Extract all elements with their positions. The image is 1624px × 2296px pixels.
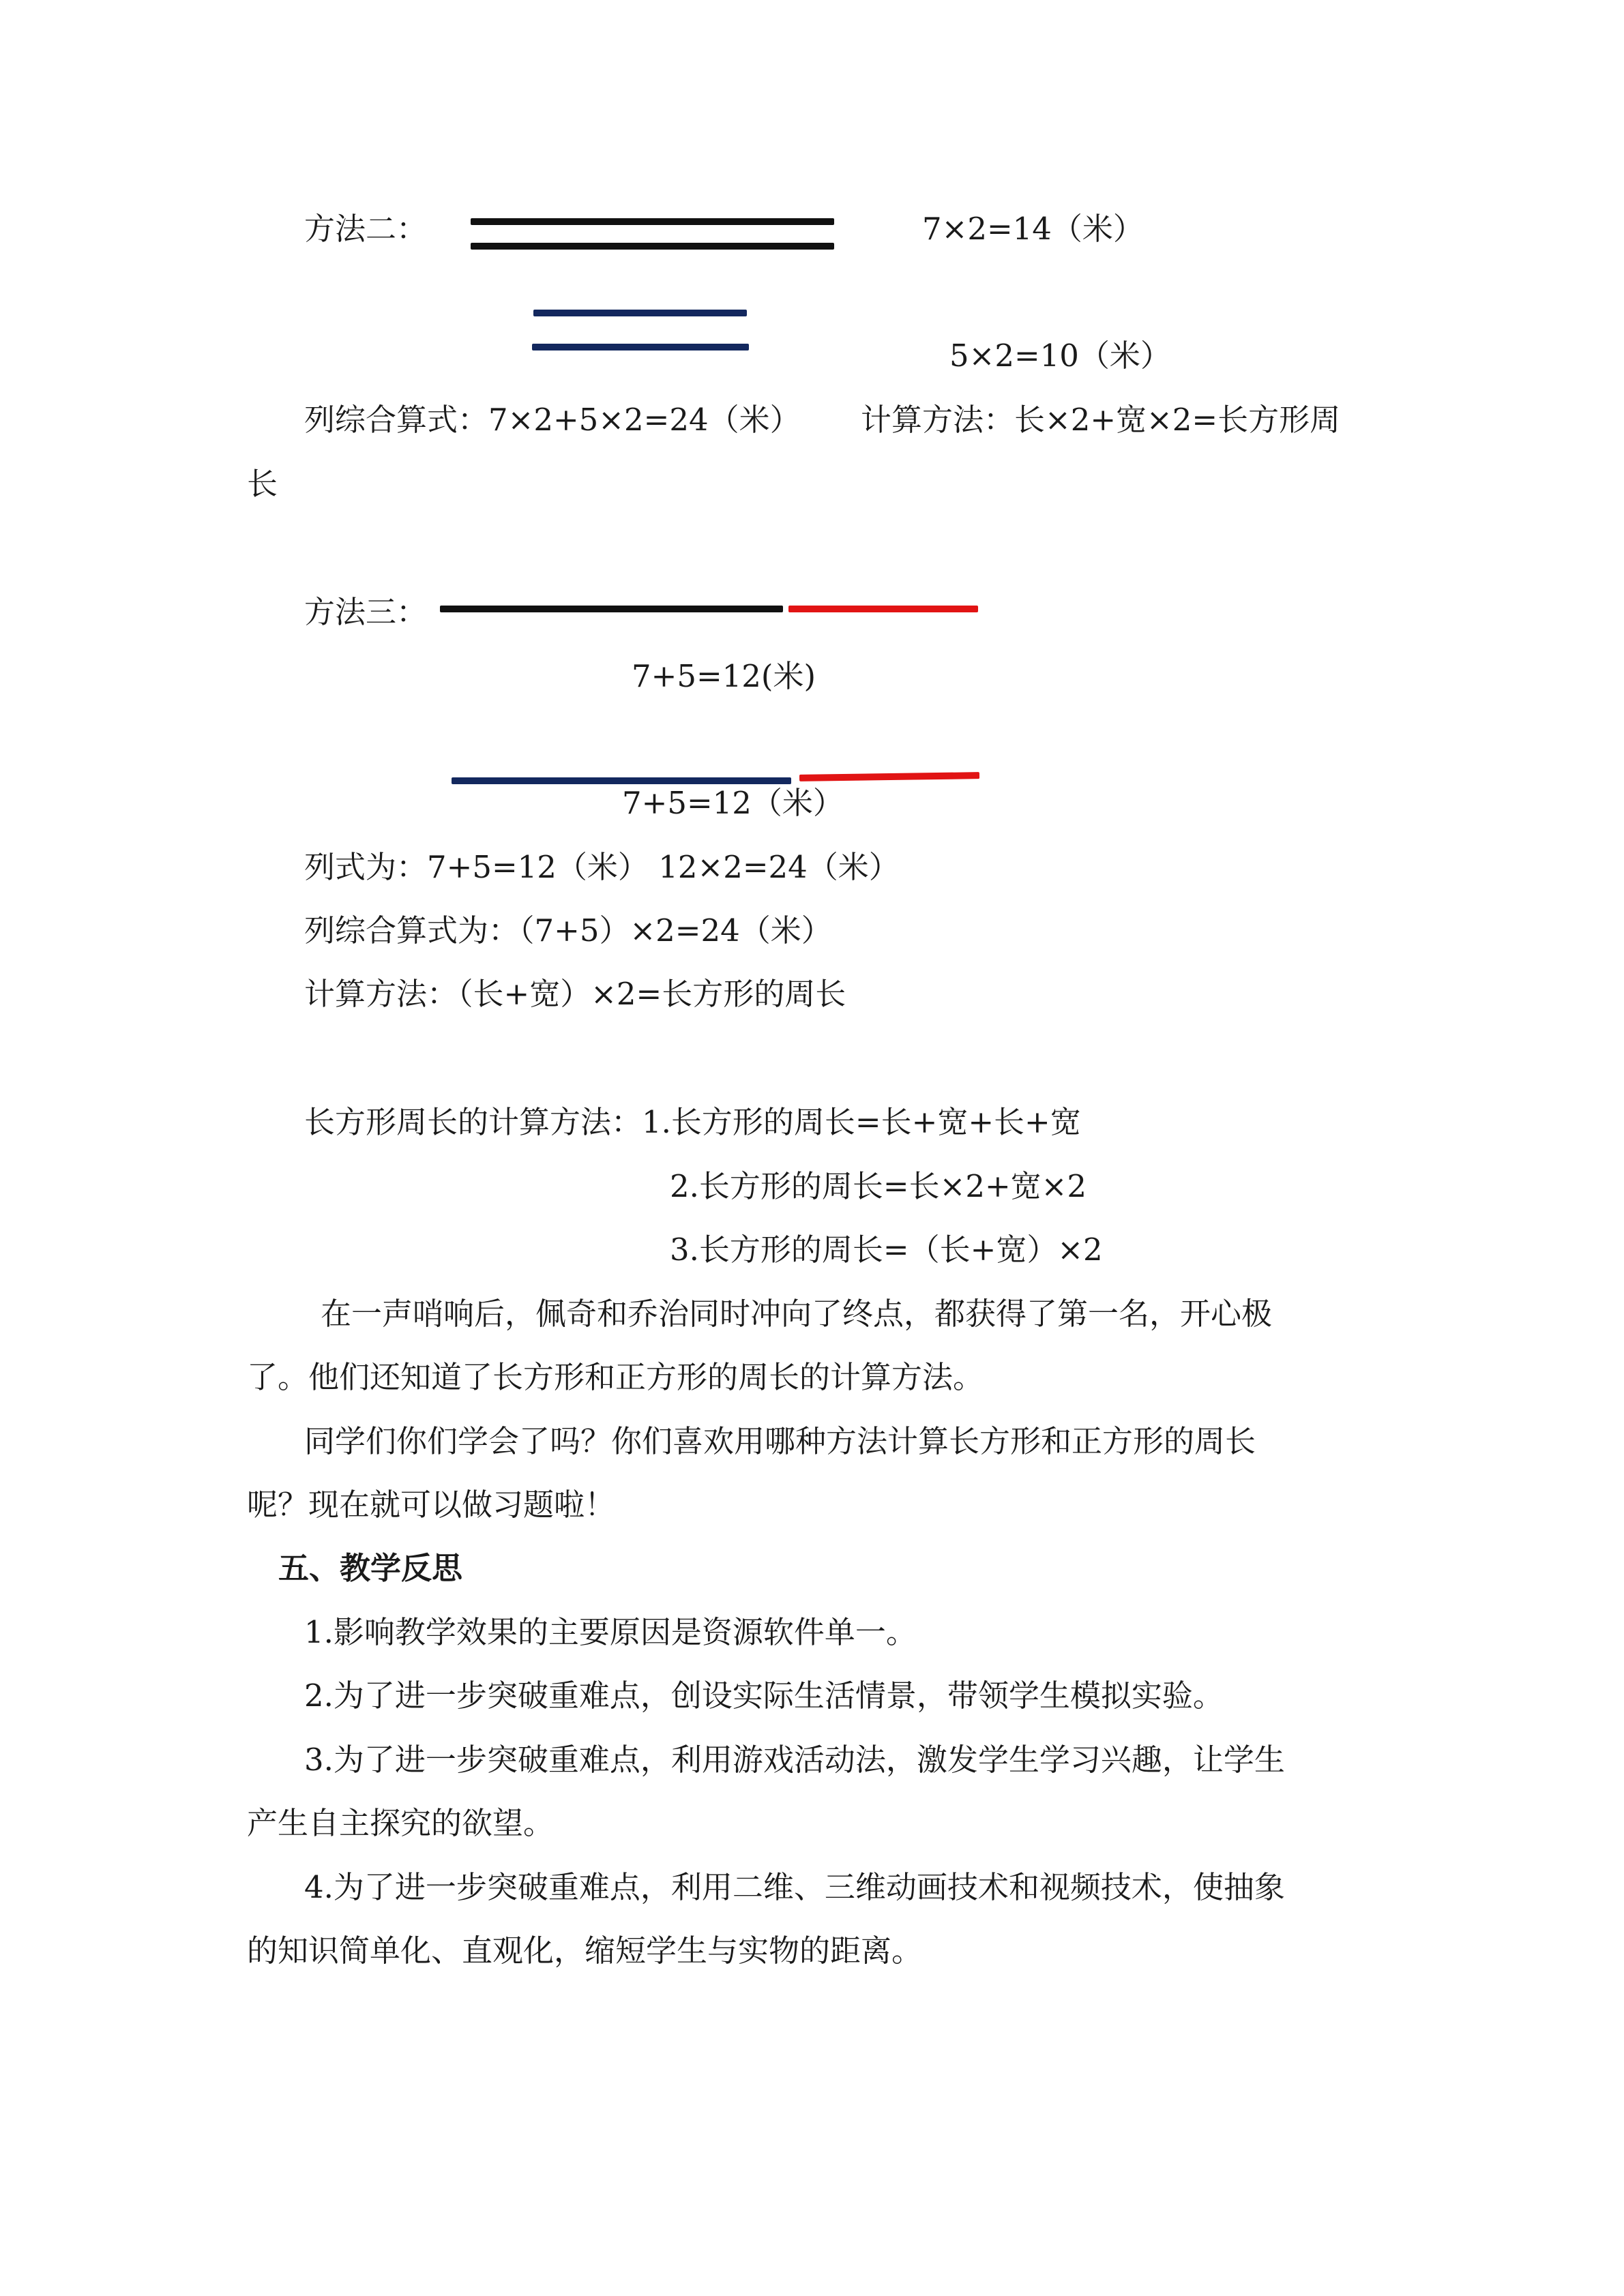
reflection-item3-line1: 3.为了进一步突破重难点，利用游戏活动法，激发学生学习兴趣，让学生	[304, 1742, 1285, 1778]
method2-rule-line1: 计算方法：长×2+宽×2=长方形周	[861, 402, 1341, 438]
method3-rule: 计算方法：（长+宽）×2=长方形的周长	[304, 976, 846, 1012]
length-bar-black-2	[471, 243, 834, 250]
reflection-item4-line2: 的知识简单化、直观化，缩短学生与实物的距离。	[247, 1933, 923, 1969]
width-bar-navy-1	[533, 310, 747, 316]
method2-eq-short: 5×2=10（米）	[949, 338, 1171, 374]
length-bar-black-1	[471, 218, 834, 225]
method3-eq-top: 7+5=12(米)	[632, 658, 816, 694]
reflection-heading: 五、教学反思	[278, 1550, 463, 1586]
method2-rule-line2: 长	[247, 466, 278, 502]
width-bar-navy-2	[532, 344, 749, 351]
method3-label: 方法三：	[304, 594, 428, 630]
reflection-item2: 2.为了进一步突破重难点，创设实际生活情景，带领学生模拟实验。	[304, 1678, 1224, 1714]
method2-label: 方法二：	[304, 211, 428, 247]
width-bar-red-2	[799, 772, 979, 781]
summary-intro: 长方形周长的计算方法：1.长方形的周长=长+宽+长+宽	[304, 1104, 1081, 1140]
reflection-item4-line1: 4.为了进一步突破重难点，利用二维、三维动画技术和视频技术，使抽象	[304, 1869, 1285, 1905]
method2-eq-long: 7×2=14（米）	[922, 211, 1144, 247]
method3-formula: 列式为：7+5=12（米） 12×2=24（米）	[304, 849, 900, 885]
story-p2-line2: 呢？现在就可以做习题啦！	[247, 1487, 616, 1523]
story-p1-line1: 在一声哨响后，佩奇和乔治同时冲向了终点，都获得了第一名，开心极	[321, 1296, 1273, 1332]
method2-combined: 列综合算式：7×2+5×2=24（米）	[304, 402, 801, 438]
method3-combined: 列综合算式为：（7+5）×2=24（米）	[304, 912, 832, 949]
reflection-item3-line2: 产生自主探究的欲望。	[247, 1805, 555, 1841]
summary-item2: 2.长方形的周长=长×2+宽×2	[670, 1168, 1087, 1204]
reflection-item1: 1.影响教学效果的主要原因是资源软件单一。	[304, 1614, 917, 1650]
method3-eq-bottom: 7+5=12（米）	[622, 785, 844, 821]
length-bar-black-3	[440, 606, 783, 612]
story-p1-line2: 了。他们还知道了长方形和正方形的周长的计算方法。	[247, 1359, 984, 1395]
width-bar-red-1	[788, 606, 978, 612]
story-p2-line1: 同学们你们学会了吗？你们喜欢用哪种方法计算长方形和正方形的周长	[304, 1423, 1256, 1459]
summary-item3: 3.长方形的周长=（长+宽）×2	[670, 1232, 1103, 1268]
